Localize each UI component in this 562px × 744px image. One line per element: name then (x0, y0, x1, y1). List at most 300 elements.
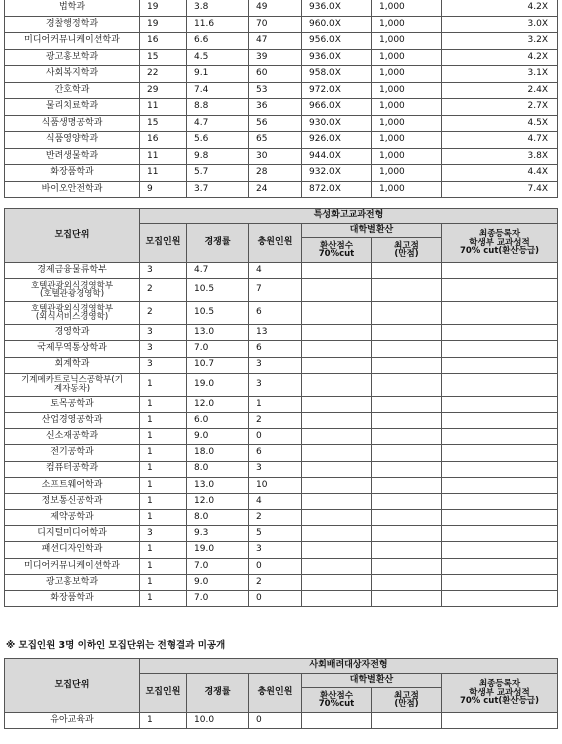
grade-cut-cell: 4.2X (442, 49, 558, 66)
rate-cell: 3.7 (187, 181, 249, 198)
grade-cut-cell (442, 591, 558, 607)
applicants-cell: 29 (140, 82, 187, 99)
unit-name-cell: 법학과 (5, 0, 140, 16)
grade-cut-cell (442, 542, 558, 558)
rate-cell: 7.0 (187, 341, 249, 357)
total-cell: 3 (249, 542, 302, 558)
unit-name-line2: 계자동차) (53, 383, 91, 394)
table-row (5, 0, 558, 16)
grade-cut-cell (442, 461, 558, 477)
rate-cell: 7.0 (187, 558, 249, 574)
score-cut-cell (302, 558, 372, 574)
rate-cell: 18.0 (187, 445, 249, 461)
unit-name-cell: 광고홍보학과 (5, 49, 140, 66)
applicants-cell: 16 (140, 33, 187, 50)
table-row (5, 461, 558, 477)
score-cut-cell: 936.0X (302, 0, 372, 16)
grade-cut-cell (442, 279, 558, 302)
table-row (5, 302, 558, 325)
rate-cell: 10.7 (187, 357, 249, 373)
rate-cell: 19.0 (187, 373, 249, 396)
table-row (5, 713, 558, 729)
rate-cell: 3.8 (187, 0, 249, 16)
total-cell: 2 (249, 412, 302, 428)
score-cut-cell (302, 445, 372, 461)
applicants-cell: 3 (140, 263, 187, 279)
total-cell: 0 (249, 713, 302, 729)
total-cell: 10 (249, 477, 302, 493)
grade-cut-cell (442, 510, 558, 526)
table-row (5, 132, 558, 149)
grade-cut-cell (442, 373, 558, 396)
applicants-cell: 3 (140, 526, 187, 542)
header-max-line2: (만점) (394, 699, 419, 709)
total-cell: 28 (249, 165, 302, 182)
unit-name-cell: 물리치료학과 (5, 99, 140, 116)
max-score-cell (372, 526, 442, 542)
table-row (5, 493, 558, 509)
applicants-cell: 19 (140, 0, 187, 16)
max-score-cell (372, 713, 442, 729)
grade-cut-cell: 3.8X (442, 148, 558, 165)
max-score-cell (372, 279, 442, 302)
applicants-cell: 9 (140, 181, 187, 198)
total-cell: 53 (249, 82, 302, 99)
header-max-line1: 최고점 (394, 240, 419, 251)
total-cell: 0 (249, 558, 302, 574)
score-cut-cell (302, 396, 372, 412)
rate-cell: 11.6 (187, 16, 249, 33)
table-row (5, 99, 558, 116)
unit-name-cell: 화장품학과 (5, 165, 140, 182)
score-cut-cell: 956.0X (302, 33, 372, 50)
grade-cut-cell (442, 574, 558, 590)
total-cell: 1 (249, 396, 302, 412)
header-score-line1: 환산점수 (320, 240, 353, 251)
rate-cell: 5.6 (187, 132, 249, 149)
total-cell: 5 (249, 526, 302, 542)
max-score-cell: 1,000 (372, 181, 442, 198)
unit-name-cell: 미디어커뮤니케이션학과 (5, 558, 140, 574)
rate-cell: 12.0 (187, 493, 249, 509)
applicants-cell: 1 (140, 412, 187, 428)
table-row (5, 16, 558, 33)
max-score-cell (372, 542, 442, 558)
total-cell: 2 (249, 510, 302, 526)
score-cut-cell: 936.0X (302, 49, 372, 66)
applicants-cell: 15 (140, 115, 187, 132)
unit-name-cell: 사회복지학과 (5, 66, 140, 83)
grade-cut-cell (442, 263, 558, 279)
max-score-cell (372, 461, 442, 477)
score-cut-cell (302, 510, 372, 526)
applicants-cell: 11 (140, 148, 187, 165)
top-results-body (5, 0, 558, 198)
grade-cut-cell (442, 341, 558, 357)
rate-cell: 5.7 (187, 165, 249, 182)
rate-cell: 8.0 (187, 510, 249, 526)
table-row (5, 445, 558, 461)
total-cell: 36 (249, 99, 302, 116)
applicants-cell: 1 (140, 558, 187, 574)
max-score-cell (372, 558, 442, 574)
max-score-cell (372, 574, 442, 590)
applicants-cell: 3 (140, 357, 187, 373)
applicants-cell: 3 (140, 341, 187, 357)
grade-cut-cell (442, 445, 558, 461)
applicants-cell: 11 (140, 99, 187, 116)
top-results-table (4, 0, 558, 198)
table-row (5, 33, 558, 50)
score-cut-cell: 960.0X (302, 16, 372, 33)
applicants-cell: 2 (140, 279, 187, 302)
table-row (5, 49, 558, 66)
table-row (5, 263, 558, 279)
unit-name-cell: 산업경영공학과 (5, 412, 140, 428)
table-row (5, 165, 558, 182)
total-cell: 4 (249, 493, 302, 509)
total-cell: 39 (249, 49, 302, 66)
rate-cell: 10.5 (187, 279, 249, 302)
header-final-line2: 학생부 교과성적 (469, 237, 530, 248)
total-cell: 3 (249, 373, 302, 396)
score-cut-cell (302, 429, 372, 445)
unit-name-cell: 경제금융물류학부 (5, 263, 140, 279)
score-cut-cell: 944.0X (302, 148, 372, 165)
grade-cut-cell: 4.2X (442, 0, 558, 16)
social-care-track-body (5, 713, 558, 729)
rate-cell: 13.0 (187, 477, 249, 493)
grade-cut-cell: 2.7X (442, 99, 558, 116)
total-cell: 47 (249, 33, 302, 50)
total-cell: 0 (249, 429, 302, 445)
header-rate: 경쟁률 (187, 224, 249, 263)
unit-name-line1: 호텔관광외식경영학부 (30, 303, 114, 314)
total-cell: 6 (249, 445, 302, 461)
score-cut-cell: 872.0X (302, 181, 372, 198)
rate-cell: 8.8 (187, 99, 249, 116)
applicants-cell: 1 (140, 713, 187, 729)
header-score-cut (302, 688, 372, 713)
unit-name-cell: 전기공학과 (5, 445, 140, 461)
max-score-cell (372, 510, 442, 526)
header-total: 충원인원 (249, 224, 302, 263)
table-row (5, 279, 558, 302)
max-score-cell: 1,000 (372, 132, 442, 149)
table-row (5, 66, 558, 83)
applicants-cell: 1 (140, 396, 187, 412)
applicants-cell: 3 (140, 325, 187, 341)
header-final-line3: 70% cut(환산등급) (459, 246, 540, 257)
specialized-track-table (4, 208, 558, 607)
table-row (5, 82, 558, 99)
table-row (5, 558, 558, 574)
table-row (5, 429, 558, 445)
rate-cell: 19.0 (187, 542, 249, 558)
max-score-cell: 1,000 (372, 115, 442, 132)
header-conversion-group: 대학별환산 (302, 224, 442, 238)
score-cut-cell (302, 526, 372, 542)
unit-name-cell: 유아교육과 (5, 713, 140, 729)
header-max-line2: (만점) (394, 249, 419, 259)
unit-name-cell: 바이오안전학과 (5, 181, 140, 198)
score-cut-cell: 930.0X (302, 115, 372, 132)
unit-name-cell: 간호학과 (5, 82, 140, 99)
grade-cut-cell (442, 558, 558, 574)
applicants-cell: 11 (140, 165, 187, 182)
rate-cell: 12.0 (187, 396, 249, 412)
max-score-cell: 1,000 (372, 66, 442, 83)
score-cut-cell (302, 493, 372, 509)
total-cell: 6 (249, 341, 302, 357)
max-score-cell (372, 302, 442, 325)
grade-cut-cell: 4.4X (442, 165, 558, 182)
header-final-registrant (442, 224, 558, 263)
header-total: 충원인원 (249, 674, 302, 713)
score-cut-cell: 972.0X (302, 82, 372, 99)
rate-cell: 8.0 (187, 461, 249, 477)
unit-name-cell: 경영학과 (5, 325, 140, 341)
grade-cut-cell: 2.4X (442, 82, 558, 99)
grade-cut-cell: 3.0X (442, 16, 558, 33)
max-score-cell: 1,000 (372, 148, 442, 165)
total-cell: 60 (249, 66, 302, 83)
unit-name-cell: 소프트웨어학과 (5, 477, 140, 493)
header-score-line2: 70%cut (318, 249, 355, 259)
applicants-cell: 1 (140, 477, 187, 493)
header-max-score (372, 238, 442, 263)
score-cut-cell (302, 341, 372, 357)
max-score-cell (372, 263, 442, 279)
grade-cut-cell (442, 713, 558, 729)
header-applicants: 모집인원 (140, 674, 187, 713)
max-score-cell (372, 412, 442, 428)
score-cut-cell (302, 373, 372, 396)
score-cut-cell (302, 574, 372, 590)
total-cell: 4 (249, 263, 302, 279)
unit-name-cell: 광고홍보학과 (5, 574, 140, 590)
unit-name-cell (5, 302, 140, 325)
applicants-cell: 1 (140, 574, 187, 590)
unit-name-cell: 컴퓨터공학과 (5, 461, 140, 477)
total-cell: 3 (249, 357, 302, 373)
applicants-cell: 2 (140, 302, 187, 325)
max-score-cell: 1,000 (372, 99, 442, 116)
applicants-cell: 1 (140, 493, 187, 509)
grade-cut-cell (442, 412, 558, 428)
grade-cut-cell: 3.1X (442, 66, 558, 83)
header-unit: 모집단위 (5, 209, 140, 263)
rate-cell: 4.7 (187, 263, 249, 279)
score-cut-cell: 932.0X (302, 165, 372, 182)
applicants-cell: 1 (140, 510, 187, 526)
unit-name-cell: 회계학과 (5, 357, 140, 373)
total-cell: 24 (249, 181, 302, 198)
disclosure-note: ※ 모집인원 3명 이하인 모집단위는 전형결과 미공개 (6, 640, 226, 651)
table-row (5, 181, 558, 198)
header-final-line2: 학생부 교과성적 (469, 687, 530, 698)
max-score-cell (372, 396, 442, 412)
header-final-registrant (442, 674, 558, 713)
header-rate: 경쟁률 (187, 674, 249, 713)
max-score-cell: 1,000 (372, 33, 442, 50)
applicants-cell: 1 (140, 461, 187, 477)
header-score-line1: 환산점수 (320, 690, 353, 701)
table-row (5, 526, 558, 542)
applicants-cell: 1 (140, 542, 187, 558)
applicants-cell: 22 (140, 66, 187, 83)
header-applicants: 모집인원 (140, 224, 187, 263)
applicants-cell: 1 (140, 429, 187, 445)
table-row (5, 412, 558, 428)
unit-name-cell: 토목공학과 (5, 396, 140, 412)
unit-name-line2: (호텔관광경영학) (39, 289, 105, 300)
unit-name-cell (5, 373, 140, 396)
applicants-cell: 1 (140, 373, 187, 396)
unit-name-cell: 식품영양학과 (5, 132, 140, 149)
grade-cut-cell (442, 302, 558, 325)
specialized-track-body (5, 263, 558, 607)
header-unit: 모집단위 (5, 659, 140, 713)
header-track-name: 특성화고교과전형 (140, 209, 558, 224)
applicants-cell: 1 (140, 591, 187, 607)
unit-name-cell: 제약공학과 (5, 510, 140, 526)
rate-cell: 10.5 (187, 302, 249, 325)
unit-name-cell: 디지털미디어학과 (5, 526, 140, 542)
max-score-cell: 1,000 (372, 82, 442, 99)
grade-cut-cell (442, 325, 558, 341)
score-cut-cell (302, 357, 372, 373)
unit-name-line1: 기계메카트로닉스공학부(기 (21, 375, 123, 386)
max-score-cell (372, 591, 442, 607)
header-max-score (372, 688, 442, 713)
unit-name-cell: 패션디자인학과 (5, 542, 140, 558)
score-cut-cell (302, 325, 372, 341)
score-cut-cell (302, 302, 372, 325)
score-cut-cell (302, 412, 372, 428)
table-row (5, 477, 558, 493)
max-score-cell: 1,000 (372, 165, 442, 182)
header-track-name: 사회배려대상자전형 (140, 659, 558, 674)
rate-cell: 9.0 (187, 429, 249, 445)
unit-name-line1: 호텔관광외식경영학부 (30, 280, 114, 291)
unit-name-cell: 정보통신공학과 (5, 493, 140, 509)
max-score-cell (372, 325, 442, 341)
unit-name-cell: 식품생명공학과 (5, 115, 140, 132)
header-conversion-group: 대학별환산 (302, 674, 442, 688)
score-cut-cell (302, 713, 372, 729)
score-cut-cell: 966.0X (302, 99, 372, 116)
rate-cell: 4.7 (187, 115, 249, 132)
max-score-cell (372, 341, 442, 357)
applicants-cell: 15 (140, 49, 187, 66)
grade-cut-cell (442, 477, 558, 493)
unit-name-cell: 경찰행정학과 (5, 16, 140, 33)
rate-cell: 9.8 (187, 148, 249, 165)
total-cell: 3 (249, 461, 302, 477)
rate-cell: 6.6 (187, 33, 249, 50)
max-score-cell (372, 429, 442, 445)
grade-cut-cell: 7.4X (442, 181, 558, 198)
total-cell: 70 (249, 16, 302, 33)
max-score-cell (372, 445, 442, 461)
grade-cut-cell: 3.2X (442, 33, 558, 50)
max-score-cell (372, 493, 442, 509)
table-row (5, 341, 558, 357)
table-row (5, 396, 558, 412)
total-cell: 13 (249, 325, 302, 341)
total-cell: 7 (249, 279, 302, 302)
grade-cut-cell: 4.5X (442, 115, 558, 132)
score-cut-cell: 926.0X (302, 132, 372, 149)
rate-cell: 9.1 (187, 66, 249, 83)
table-row (5, 591, 558, 607)
score-cut-cell (302, 263, 372, 279)
total-cell: 65 (249, 132, 302, 149)
grade-cut-cell (442, 396, 558, 412)
score-cut-cell (302, 477, 372, 493)
rate-cell: 9.0 (187, 574, 249, 590)
max-score-cell: 1,000 (372, 16, 442, 33)
score-cut-cell (302, 279, 372, 302)
total-cell: 6 (249, 302, 302, 325)
unit-name-cell: 미디어커뮤니케이션학과 (5, 33, 140, 50)
score-cut-cell: 958.0X (302, 66, 372, 83)
table-row (5, 510, 558, 526)
grade-cut-cell: 4.7X (442, 132, 558, 149)
unit-name-cell: 반려생물학과 (5, 148, 140, 165)
score-cut-cell (302, 591, 372, 607)
rate-cell: 13.0 (187, 325, 249, 341)
unit-name-line2: (외식서비스경영학) (35, 312, 109, 323)
unit-name-cell: 신소재공학과 (5, 429, 140, 445)
total-cell: 49 (249, 0, 302, 16)
header-max-line1: 최고점 (394, 690, 419, 701)
unit-name-cell: 국제무역통상학과 (5, 341, 140, 357)
total-cell: 0 (249, 591, 302, 607)
table-row (5, 325, 558, 341)
table-row (5, 373, 558, 396)
grade-cut-cell (442, 357, 558, 373)
header-final-line1: 최종등록자 (478, 679, 521, 690)
rate-cell: 7.4 (187, 82, 249, 99)
rate-cell: 6.0 (187, 412, 249, 428)
applicants-cell: 16 (140, 132, 187, 149)
max-score-cell: 1,000 (372, 0, 442, 16)
score-cut-cell (302, 542, 372, 558)
rate-cell: 7.0 (187, 591, 249, 607)
applicants-cell: 19 (140, 16, 187, 33)
social-care-track-table (4, 658, 558, 729)
table-row (5, 574, 558, 590)
score-cut-cell (302, 461, 372, 477)
header-final-line3: 70% cut(환산등급) (459, 696, 540, 707)
header-score-line2: 70%cut (318, 699, 355, 709)
grade-cut-cell (442, 526, 558, 542)
grade-cut-cell (442, 429, 558, 445)
rate-cell: 4.5 (187, 49, 249, 66)
total-cell: 56 (249, 115, 302, 132)
max-score-cell (372, 373, 442, 396)
applicants-cell: 1 (140, 445, 187, 461)
grade-cut-cell (442, 493, 558, 509)
unit-name-cell: 화장품학과 (5, 591, 140, 607)
header-score-cut (302, 238, 372, 263)
total-cell: 30 (249, 148, 302, 165)
table-row (5, 148, 558, 165)
max-score-cell (372, 477, 442, 493)
unit-name-cell (5, 279, 140, 302)
